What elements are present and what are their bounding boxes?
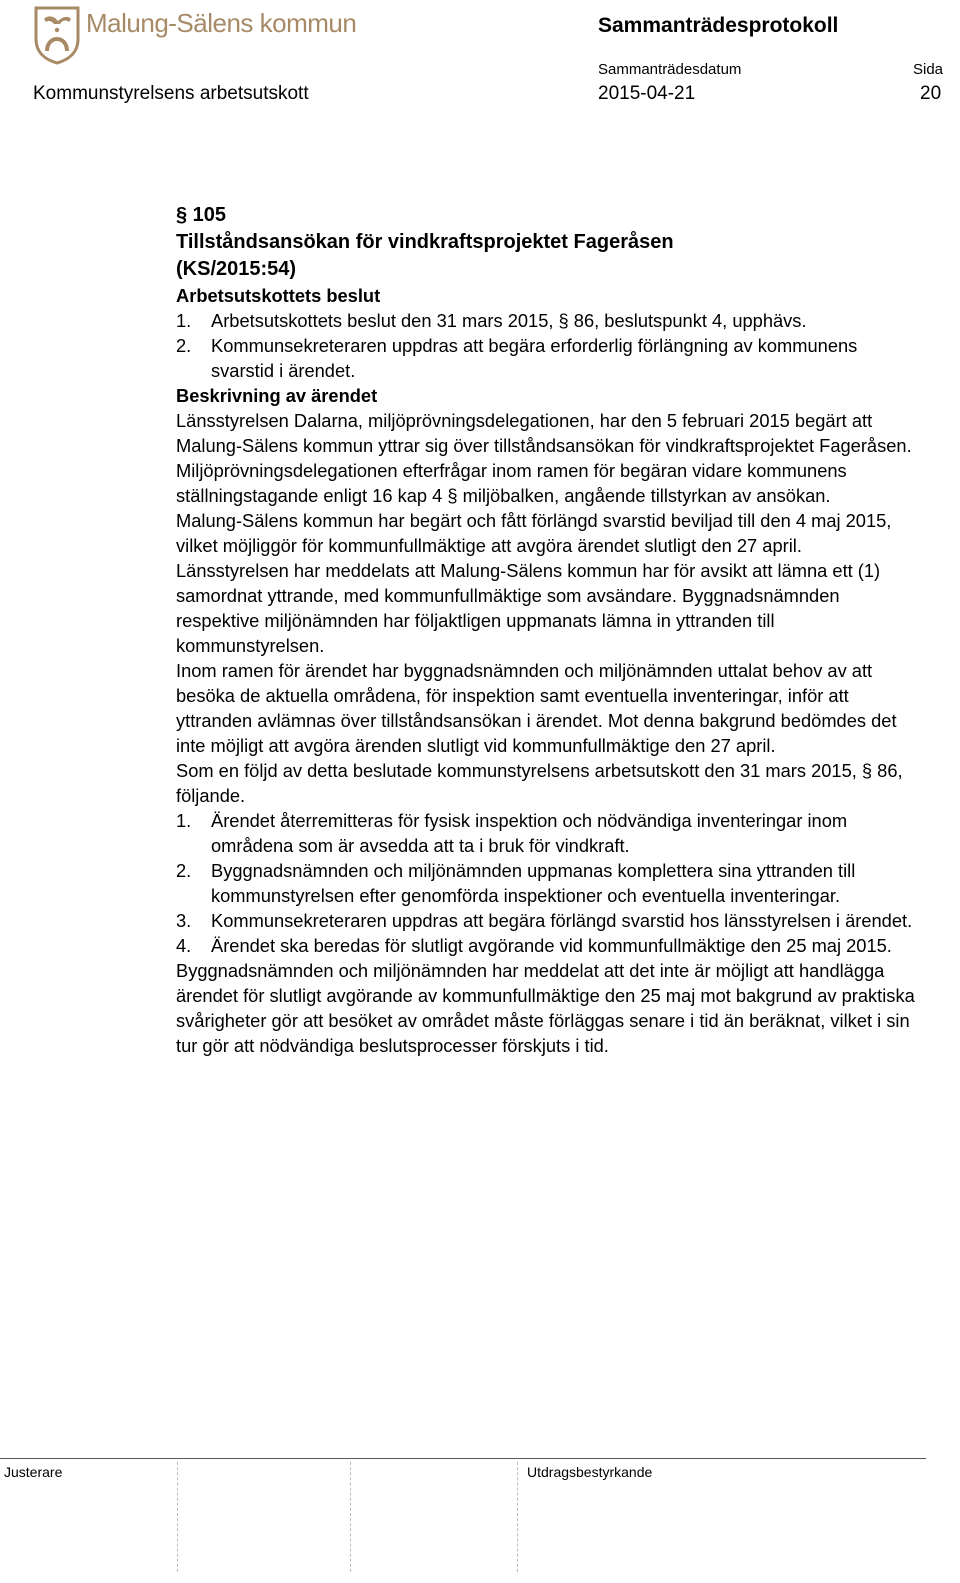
municipality-logo-icon: [33, 5, 81, 65]
list-item-number: 1.: [176, 810, 192, 831]
committee-name: Kommunstyrelsens arbetsutskott: [33, 83, 309, 104]
signature-box-divider: [177, 1462, 178, 1572]
page-label: Sida: [913, 61, 944, 78]
page-number: 20: [920, 83, 942, 104]
list-item-number: 2.: [176, 860, 192, 881]
item-case-number: (KS/2015:54): [176, 258, 297, 280]
closing-paragraph: Byggnadsnämnden och miljönämnden har meddelat att det inte är möjligt att handlägga ärendet för slutligt avgörande av kommunfullmäktige den 25 maj mot bakgrund av praktiska svårigheter gör att besöket av området måste förläggas senare i tid än beräknat, vilket i sin tur gör att nödvändiga beslutsprocesser förskjuts i tid.: [176, 960, 915, 1056]
paragraph: Malung-Sälens kommun har begärt och fått förlängd svarstid beviljad till den 4 maj 2015, vilket möjliggör för kommunfullmäktige att avgöra ärendet slutligt den 27 april. Länsstyrelsen har meddelats att Malung-Sälens kommun har för avsikt att lämna ett (1) samordnat yttrande, med kommunfullmäktige som avsändare. Byggnadsnämnden respektive miljönämnden har följaktligen uppmanats lämna in yttranden till kommunstyrelsen.: [176, 510, 892, 656]
item-title-line: Tillståndsansökan för vindkraftsprojektet Fageråsen: [176, 231, 674, 253]
list-item-text: Ärendet återremitteras för fysisk inspektion och nödvändiga inventeringar inom områdena som är avsedda att ta i bruk för vindkraft.: [211, 810, 848, 856]
paragraph: Inom ramen för ärendet har byggnadsnämnden och miljönämnden uttalat behov av att besöka de aktuella områdena, för inspektion samt eventuella inventeringar, inför att yttranden avlämnas över tillståndsansökan i ärendet. Mot denna bakgrund bedömdes det inte möjligt att avgöra ärenden slutligt vid kommunfullmäktige den 27 april.: [176, 660, 897, 756]
list-item-text: Ärendet ska beredas för slutligt avgörande vid kommunfullmäktige den 25 maj 2015.: [211, 935, 892, 956]
footer-divider: [0, 1458, 926, 1459]
organization-name: Malung-Sälens kommun: [86, 8, 357, 38]
document-type: Sammanträdesprotokoll: [598, 14, 839, 37]
list-item: [176, 908, 916, 933]
list-item: [176, 308, 916, 333]
list-item-number: 2.: [176, 335, 192, 356]
description-heading: Beskrivning av ärendet: [176, 385, 378, 406]
list-item-text: Byggnadsnämnden och miljönämnden uppmanas komplettera sina yttranden till kommunstyrelsen efter genomförda inspektioner och eventuella inventeringar.: [211, 860, 856, 906]
decision-heading: Arbetsutskottets beslut: [176, 285, 381, 306]
signature-box-divider: [350, 1462, 351, 1572]
list-item-text: Kommunsekreteraren uppdras att begära erforderlig förlängning av kommunens svarstid i ärendet.: [211, 335, 858, 381]
page-header: [0, 0, 960, 120]
item-title: [176, 202, 916, 283]
item-number: § 105: [176, 204, 227, 226]
extract-certification-label: Utdragsbestyrkande: [527, 1464, 653, 1480]
list-item-number: 1.: [176, 310, 192, 331]
decision-list: [176, 308, 916, 383]
list-item: [176, 808, 916, 858]
list-item: [176, 858, 916, 908]
meeting-date-label: Sammanträdesdatum: [598, 61, 742, 78]
paragraph: Som en följd av detta beslutade kommunstyrelsens arbetsutskott den 31 mars 2015, § 86, följande.: [176, 760, 903, 806]
resolution-list: [176, 808, 916, 958]
signature-box-divider: [517, 1462, 518, 1572]
list-item-number: 3.: [176, 910, 192, 931]
meeting-date: 2015-04-21: [598, 83, 696, 104]
adjuster-label: Justerare: [4, 1464, 63, 1480]
paragraph: Länsstyrelsen Dalarna, miljöprövningsdelegationen, har den 5 februari 2015 begärt att Malung-Sälens kommun yttrar sig över tillståndsansökan för vindkraftsprojektet Fageråsen. Miljöprövningsdelegationen efterfrågar inom ramen för begäran vidare kommunens ställningstagande enligt 16 kap 4 § miljöbalken, angående tillstyrkan av ansökan.: [176, 410, 912, 506]
list-item: [176, 933, 916, 958]
list-item: [176, 333, 916, 383]
list-item-text: Kommunsekreteraren uppdras att begära förlängd svarstid hos länsstyrelsen i ärendet.: [211, 910, 913, 931]
list-item-number: 4.: [176, 935, 192, 956]
list-item-text: Arbetsutskottets beslut den 31 mars 2015, § 86, beslutspunkt 4, upphävs.: [211, 310, 807, 331]
document-body: [176, 202, 916, 1058]
